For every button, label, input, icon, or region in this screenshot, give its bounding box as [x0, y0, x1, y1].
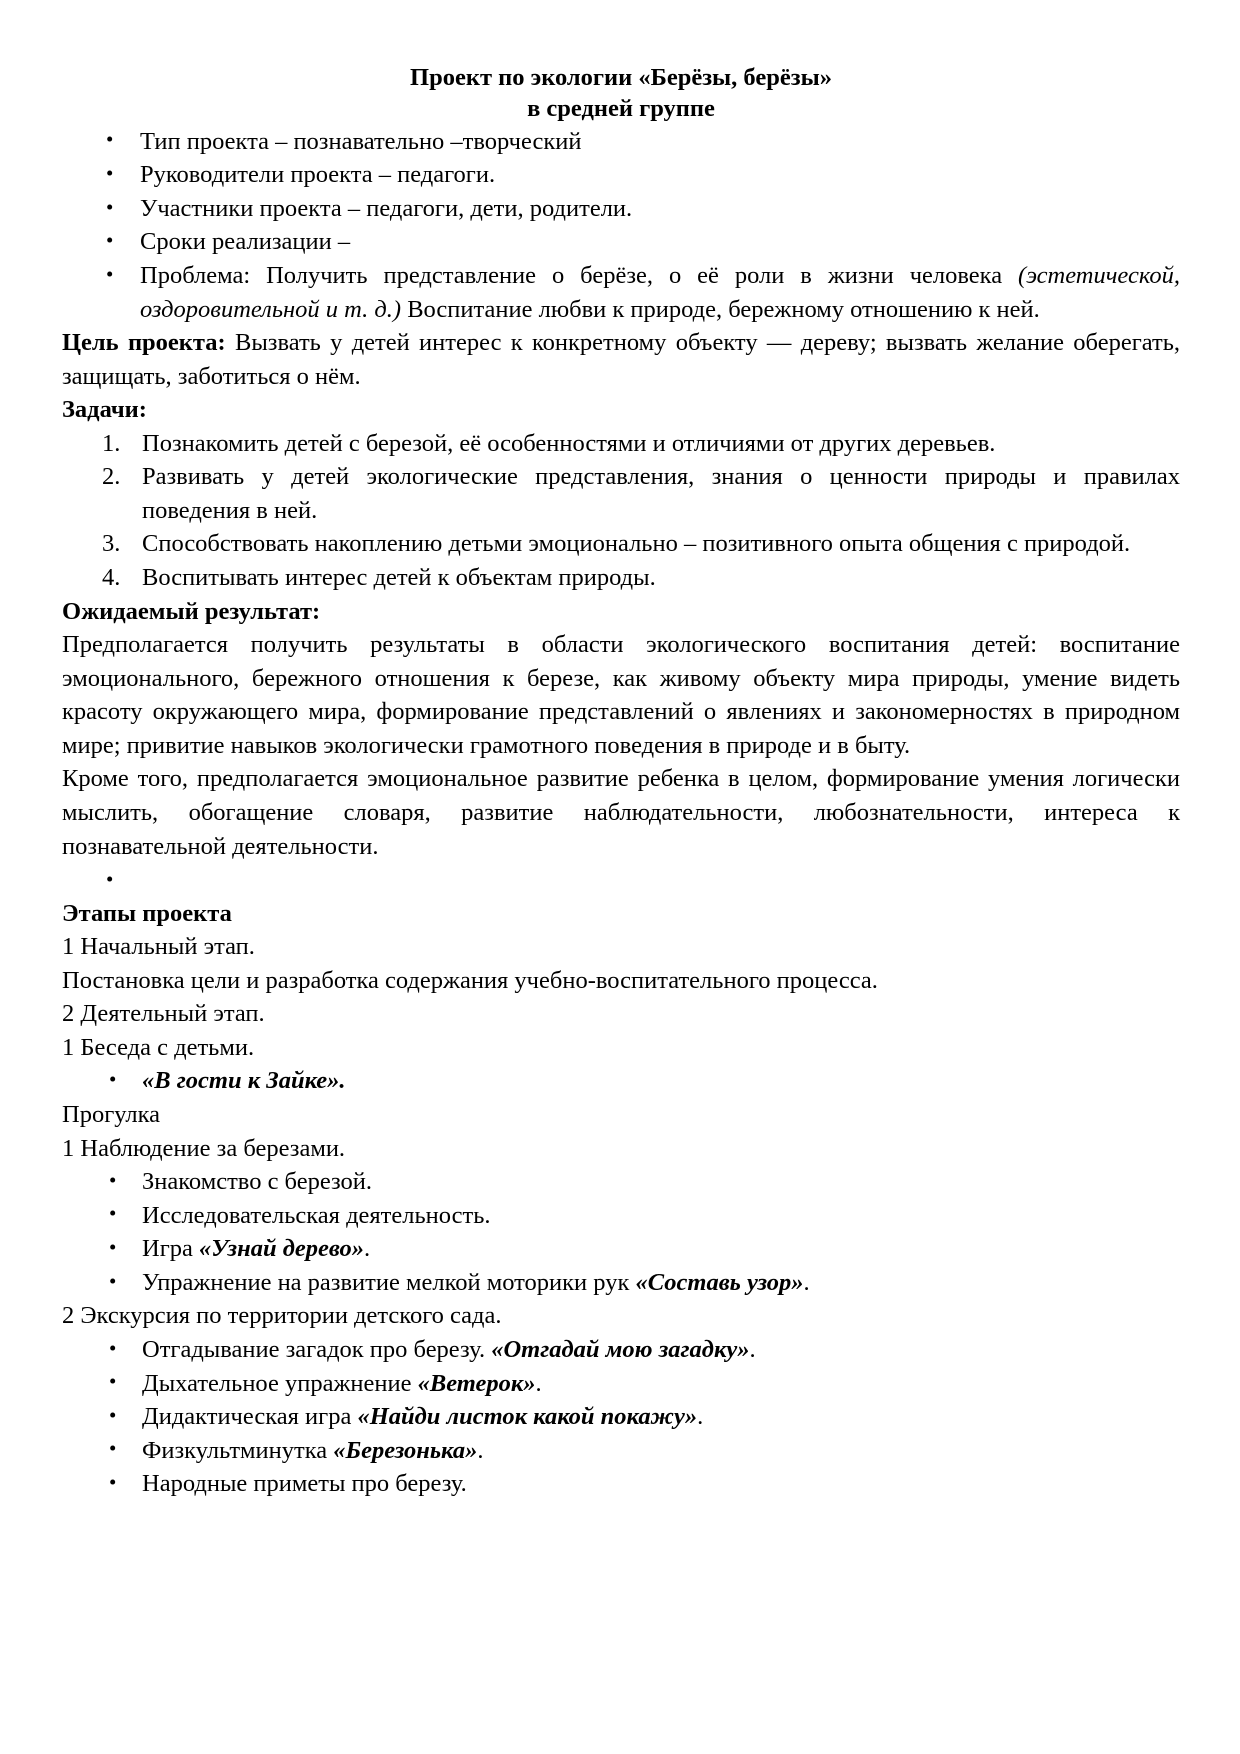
observation-text-2: Исследовательская деятельность.	[142, 1201, 491, 1229]
list-item	[62, 1064, 1180, 1098]
list-item	[62, 527, 1180, 561]
list-item-problem	[62, 259, 1180, 326]
list-item	[62, 1266, 1180, 1300]
list-item	[62, 427, 1180, 461]
observation-emph-3: «Узнай дерево»	[199, 1235, 364, 1263]
observation-text-4: Упражнение на развитие мелкой моторики рук	[142, 1268, 636, 1296]
observation-heading: 1 Наблюдение за березами.	[62, 1134, 346, 1162]
expected-result-paragraph-2: Кроме того, предполагается эмоциональное развитие ребенка в целом, формирование умения логически мыслить, обогащение словаря, развитие наблюдательности, любознательности, интереса к познавательной деятельности.	[62, 765, 1180, 860]
list-item	[62, 125, 1180, 159]
stage-line-1: 1 Начальный этап.	[62, 933, 255, 961]
excursion-heading: 2 Экскурсия по территории детского сада.	[62, 1302, 502, 1330]
project-goal-paragraph	[62, 326, 1180, 393]
excursion-emph-1: «Отгадай мою загадку»	[491, 1335, 750, 1363]
task-text-3: Способствовать накоплению детьми эмоционально – позитивного опыта общения с природой.	[142, 530, 1131, 558]
empty-bullet-list	[62, 863, 1180, 897]
observation-text-3: Игра	[142, 1235, 199, 1263]
excursion-emph-2: «Ветерок»	[417, 1369, 536, 1397]
walk-heading: Прогулка	[62, 1101, 161, 1129]
list-item	[62, 1165, 1180, 1199]
observation-bullet-list	[62, 1165, 1180, 1299]
excursion-text-1: Отгадывание загадок про березу.	[142, 1335, 492, 1363]
list-item	[62, 561, 1180, 595]
list-item	[62, 1434, 1180, 1468]
list-item-empty	[62, 863, 1180, 897]
problem-text-italic: (эстетической, оздоровительной и т. д.)	[140, 261, 1180, 323]
list-item	[62, 1232, 1180, 1266]
excursion-emph-4: «Березонька»	[333, 1436, 478, 1464]
observation-text-1: Знакомство с березой.	[142, 1168, 373, 1196]
stage-line-2: Постановка цели и разработка содержания учебно-воспитательного процесса.	[62, 966, 878, 994]
excursion-tail-3: .	[697, 1403, 704, 1431]
list-item	[62, 460, 1180, 527]
excursion-text-2: Дыхательное упражнение	[142, 1369, 418, 1397]
excursion-text-5: Народные приметы про березу.	[142, 1470, 467, 1498]
list-item	[62, 225, 1180, 259]
excursion-text-3: Дидактическая игра	[142, 1403, 358, 1431]
project-goal-text: Вызвать у детей интерес к конкретному объекту — дереву; вызвать желание оберегать, защищать, заботиться о нём.	[62, 329, 1180, 390]
stage-line-4: 1 Беседа с детьми.	[62, 1033, 255, 1061]
document-title	[62, 62, 1180, 125]
task-text-4: Воспитывать интерес детей к объектам природы.	[142, 564, 656, 592]
stage-line-3: 2 Деятельный этап.	[62, 1000, 265, 1028]
list-item	[62, 1333, 1180, 1367]
conversation-bullet-list	[62, 1064, 1180, 1098]
list-item	[62, 1367, 1180, 1401]
excursion-tail-2: .	[535, 1369, 542, 1397]
task-text-1: Познакомить детей с березой, её особенностями и отличиями от других деревьев.	[142, 429, 996, 457]
excursion-text-4: Физкультминутка	[142, 1436, 334, 1464]
excursion-tail-4: .	[477, 1436, 484, 1464]
project-goal-label: Цель проекта:	[62, 329, 226, 357]
tasks-list	[62, 427, 1180, 595]
observation-tail-4: .	[803, 1268, 810, 1296]
excursion-tail-1: .	[749, 1335, 756, 1363]
expected-result-heading: Ожидаемый результат:	[62, 597, 321, 625]
observation-tail-3: .	[363, 1235, 371, 1263]
conversation-bullet-text: «В гости к Зайке».	[142, 1067, 346, 1095]
title-line-2: в средней группе	[527, 95, 715, 123]
excursion-emph-3: «Найди листок какой покажу»	[357, 1403, 698, 1431]
list-item	[62, 1400, 1180, 1434]
document-body	[62, 62, 1180, 1501]
list-item	[62, 158, 1180, 192]
problem-text-part2: Воспитание любви к природе, бережному отношению к ней.	[401, 295, 1040, 323]
tasks-heading: Задачи:	[62, 396, 147, 424]
excursion-bullet-list	[62, 1333, 1180, 1501]
stages-heading: Этапы проекта	[62, 899, 232, 927]
intro-bullet-text-2: Руководители проекта – педагоги.	[140, 161, 496, 189]
intro-bullet-text-3: Участники проекта – педагоги, дети, родители.	[140, 194, 633, 222]
problem-text-part1: Проблема: Получить представление о берёзе, о её роли в жизни человека	[140, 261, 1019, 289]
intro-bullet-list	[62, 125, 1180, 326]
title-line-1: Проект по экологии «Берёзы, берёзы»	[410, 64, 832, 91]
intro-bullet-text-4: Сроки реализации –	[140, 228, 351, 256]
list-item	[62, 1199, 1180, 1233]
observation-emph-4: «Составь узор»	[635, 1268, 804, 1296]
intro-bullet-text-1: Тип проекта – познавательно –творческий	[140, 127, 582, 155]
list-item	[62, 1467, 1180, 1501]
expected-result-paragraph-1: Предполагается получить результаты в области экологического воспитания детей: воспитание эмоционального, бережного отношения к березе, как живому объекту мира природы, умение видеть красоту окружающего мира, формирование представлений о явлениях и закономерностях в природном мире; привитие навыков экологически грамотного поведения в природе и в быту.	[62, 631, 1180, 759]
task-text-2: Развивать у детей экологические представления, знания о ценности природы и правилах поведения в ней.	[142, 463, 1180, 524]
list-item	[62, 192, 1180, 226]
